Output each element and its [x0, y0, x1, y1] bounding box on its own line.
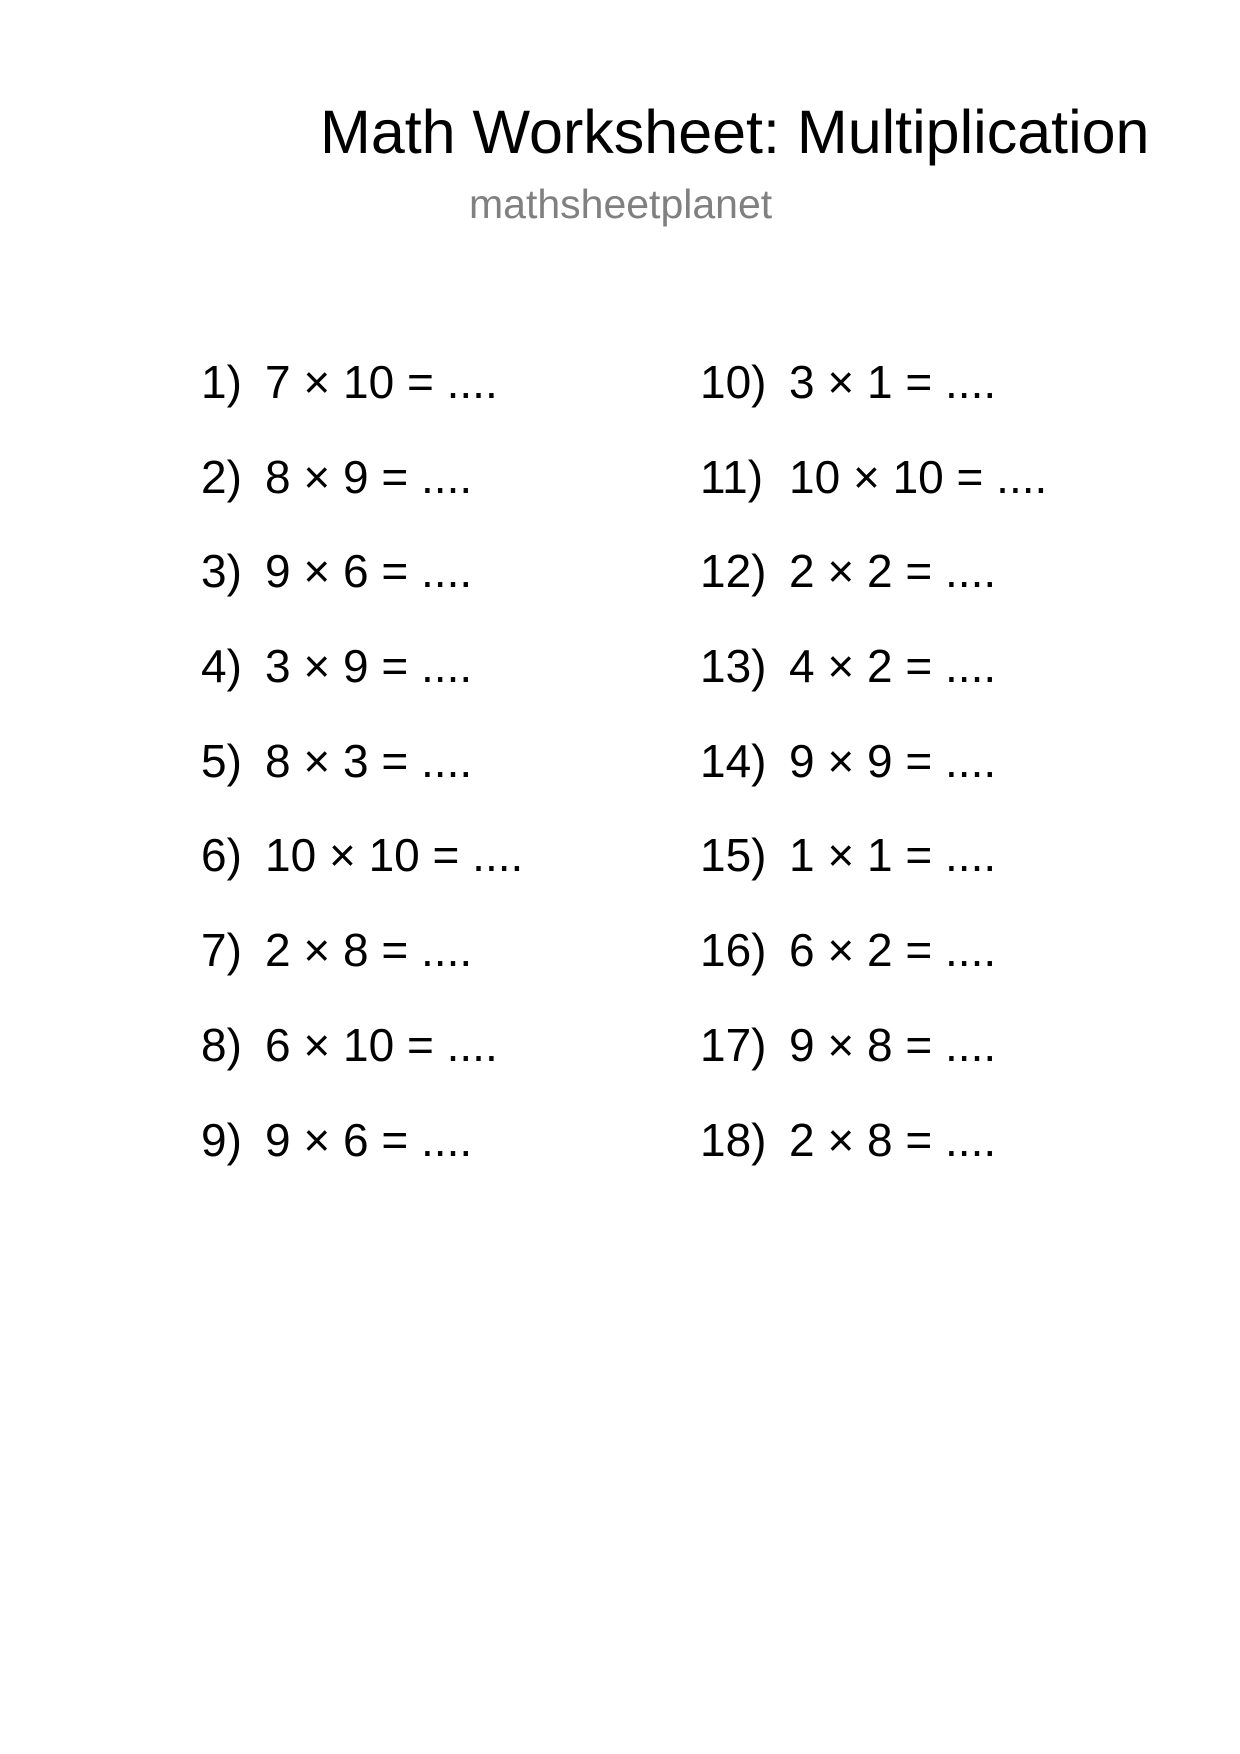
problem-number: 11) [700, 450, 764, 503]
problem-expression: 8 × 9 = .... [265, 450, 473, 503]
problem-expression: 9 × 9 = .... [789, 734, 997, 787]
problem-expression: 6 × 2 = .... [789, 924, 997, 977]
problem-expression: 1 × 1 = .... [789, 829, 997, 882]
problem-expression: 4 × 2 = .... [789, 640, 997, 693]
problem-expression: 2 × 2 = .... [789, 545, 997, 598]
problem-number: 7) [201, 924, 242, 977]
problem-number: 8) [201, 1018, 242, 1071]
problem-expression: 9 × 8 = .... [789, 1018, 997, 1071]
problem-number: 13) [700, 640, 767, 693]
problem-expression: 10 × 10 = .... [265, 829, 524, 882]
problem-number: 6) [201, 829, 242, 882]
problem-expression: 9 × 6 = .... [265, 1113, 473, 1166]
problem-number: 1) [201, 356, 242, 408]
problem-expression: 2 × 8 = .... [265, 924, 473, 977]
problem-expression: 7 × 10 = .... [265, 356, 498, 408]
problem-expression: 8 × 3 = .... [265, 734, 473, 787]
problem-number: 14) [700, 734, 767, 787]
problem-number: 10) [700, 356, 767, 408]
problem-number: 17) [700, 1018, 767, 1071]
problem-expression: 2 × 8 = .... [789, 1113, 997, 1166]
problem-number: 4) [201, 640, 242, 693]
problem-expression: 10 × 10 = .... [789, 450, 1048, 503]
problem-number: 5) [201, 734, 242, 787]
problem-expression: 3 × 1 = .... [789, 356, 997, 408]
worksheet-title: Math Worksheet: Multiplication [320, 98, 1150, 166]
problem-expression: 9 × 6 = .... [265, 545, 473, 598]
problem-number: 15) [700, 829, 767, 882]
worksheet-source: mathsheetplanet [469, 181, 773, 227]
problem-expression: 3 × 9 = .... [265, 640, 473, 693]
problem-number: 2) [201, 450, 242, 503]
problem-expression: 6 × 10 = .... [265, 1018, 498, 1071]
problem-number: 9) [201, 1113, 242, 1166]
problem-number: 16) [700, 924, 767, 977]
problem-number: 3) [201, 545, 242, 598]
problem-number: 18) [700, 1113, 767, 1166]
problem-number: 12) [700, 545, 767, 598]
